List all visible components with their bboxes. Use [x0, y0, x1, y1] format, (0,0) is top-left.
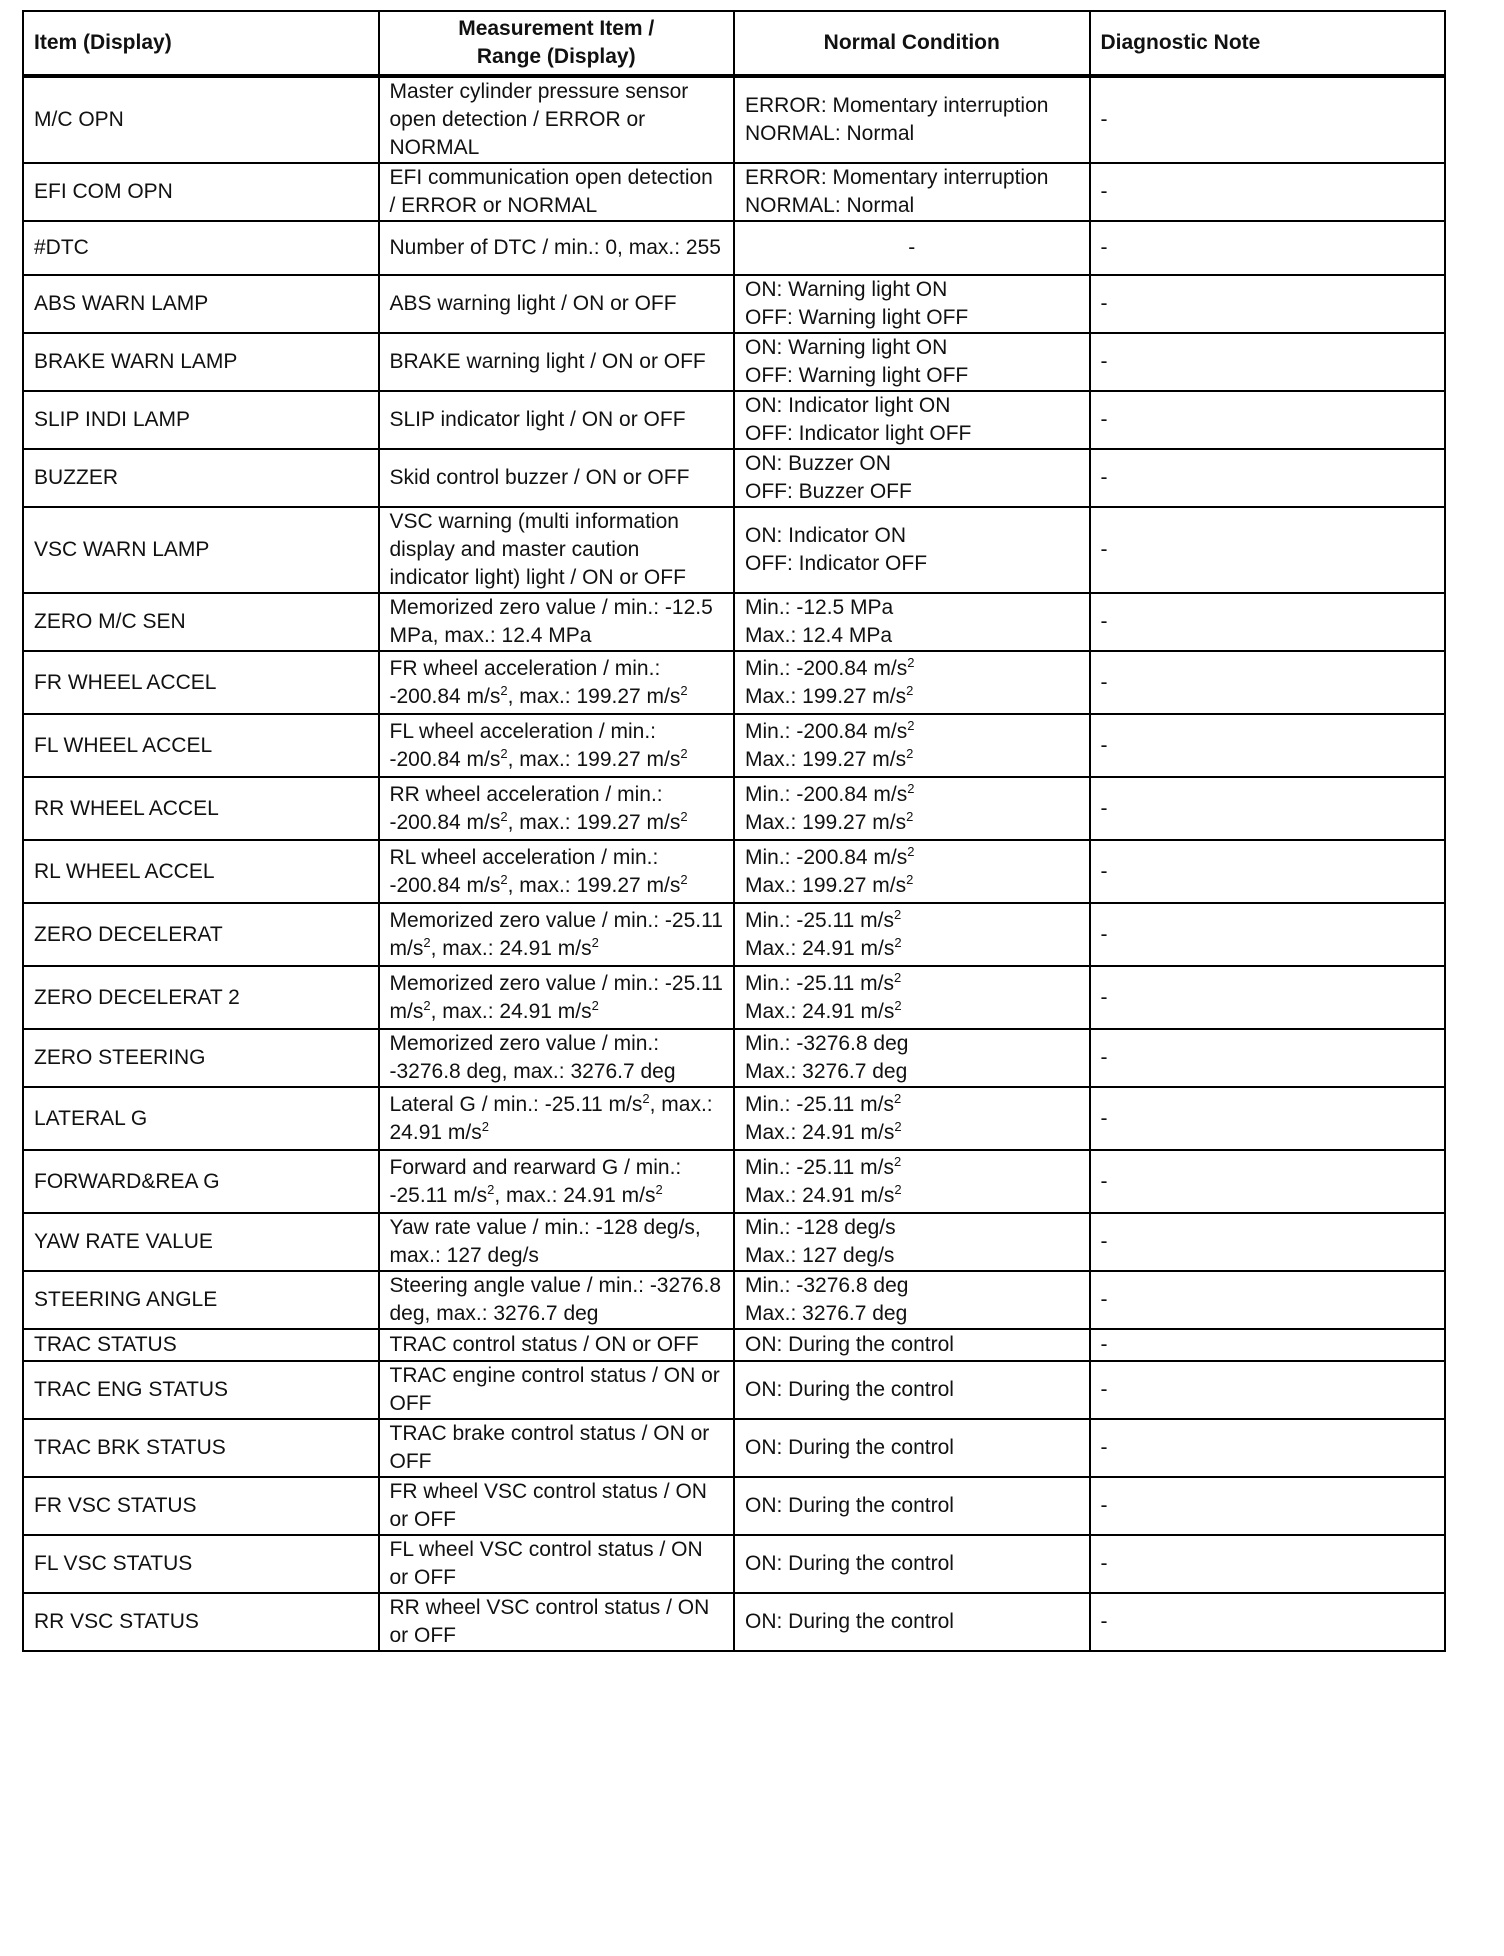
cell-measurement: FL wheel acceleration / min.: -200.84 $m/s^2$, max.: 199.27 $m/s^2$: [379, 714, 735, 777]
cell-item: FL WHEEL ACCEL: [23, 714, 379, 777]
table-row: [23, 1271, 1445, 1329]
header-item: Item (Display): [23, 11, 379, 76]
cell-normal-condition: Min.: -25.11 $m/s^2$ Max.: 24.91 $m/s^2$: [734, 1087, 1090, 1150]
table-row: [23, 651, 1445, 714]
table-row: [23, 1087, 1445, 1150]
table-row: [23, 163, 1445, 221]
cell-diagnostic-note: -: [1090, 1419, 1446, 1477]
table-row: [23, 221, 1445, 275]
cell-normal-condition: Min.: -25.11 $m/s^2$ Max.: 24.91 $m/s^2$: [734, 903, 1090, 966]
table-row: [23, 76, 1445, 163]
table-row: [23, 777, 1445, 840]
cell-normal-condition: Min.: -200.84 $m/s^2$ Max.: 199.27 $m/s^2$: [734, 840, 1090, 903]
cell-normal-condition: ON: During the control: [734, 1361, 1090, 1419]
cell-measurement: TRAC engine control status / ON or OFF: [379, 1361, 735, 1419]
cell-item: #DTC: [23, 221, 379, 275]
cell-item: STEERING ANGLE: [23, 1271, 379, 1329]
cell-normal-condition: ERROR: Momentary interruption NORMAL: Normal: [734, 76, 1090, 163]
cell-normal-condition: Min.: -3276.8 deg Max.: 3276.7 deg: [734, 1271, 1090, 1329]
cell-measurement: FR wheel VSC control status / ON or OFF: [379, 1477, 735, 1535]
cell-measurement: TRAC control status / ON or OFF: [379, 1329, 735, 1361]
cell-diagnostic-note: -: [1090, 1271, 1446, 1329]
cell-normal-condition: ON: Indicator light ON OFF: Indicator light OFF: [734, 391, 1090, 449]
cell-diagnostic-note: -: [1090, 1329, 1446, 1361]
cell-measurement: EFI communication open detection / ERROR or NORMAL: [379, 163, 735, 221]
cell-normal-condition: Min.: -200.84 $m/s^2$ Max.: 199.27 $m/s^2$: [734, 777, 1090, 840]
cell-diagnostic-note: -: [1090, 1029, 1446, 1087]
cell-diagnostic-note: -: [1090, 1477, 1446, 1535]
cell-item: TRAC ENG STATUS: [23, 1361, 379, 1419]
cell-diagnostic-note: -: [1090, 1150, 1446, 1213]
cell-diagnostic-note: -: [1090, 1213, 1446, 1271]
cell-diagnostic-note: -: [1090, 903, 1446, 966]
cell-item: VSC WARN LAMP: [23, 507, 379, 593]
cell-diagnostic-note: -: [1090, 651, 1446, 714]
cell-item: M/C OPN: [23, 76, 379, 163]
cell-measurement: Master cylinder pressure sensor open detection / ERROR or NORMAL: [379, 76, 735, 163]
cell-measurement: Skid control buzzer / ON or OFF: [379, 449, 735, 507]
cell-normal-condition: Min.: -12.5 MPa Max.: 12.4 MPa: [734, 593, 1090, 651]
header-row: [23, 11, 1445, 76]
table-row: [23, 1329, 1445, 1361]
cell-item: SLIP INDI LAMP: [23, 391, 379, 449]
cell-measurement: BRAKE warning light / ON or OFF: [379, 333, 735, 391]
cell-measurement: Forward and rearward G / min.: -25.11 $m/s^2$, max.: 24.91 $m/s^2$: [379, 1150, 735, 1213]
cell-diagnostic-note: -: [1090, 76, 1446, 163]
header-measurement: [379, 11, 735, 76]
cell-diagnostic-note: -: [1090, 1361, 1446, 1419]
header-diagnostic-note: Diagnostic Note: [1090, 11, 1446, 76]
table-row: [23, 966, 1445, 1029]
cell-item: FR WHEEL ACCEL: [23, 651, 379, 714]
cell-measurement: Yaw rate value / min.: -128 deg/s, max.: 127 deg/s: [379, 1213, 735, 1271]
table-row: [23, 449, 1445, 507]
cell-measurement: ABS warning light / ON or OFF: [379, 275, 735, 333]
table-row: [23, 903, 1445, 966]
table-row: [23, 1150, 1445, 1213]
cell-diagnostic-note: -: [1090, 714, 1446, 777]
cell-measurement: RL wheel acceleration / min.: -200.84 $m/s^2$, max.: 199.27 $m/s^2$: [379, 840, 735, 903]
cell-diagnostic-note: -: [1090, 966, 1446, 1029]
table-row: [23, 593, 1445, 651]
cell-measurement: Steering angle value / min.: -3276.8 deg, max.: 3276.7 deg: [379, 1271, 735, 1329]
header-measurement-line2: Range (Display): [476, 45, 636, 68]
cell-normal-condition: ON: Warning light ON OFF: Warning light OFF: [734, 333, 1090, 391]
cell-diagnostic-note: -: [1090, 333, 1446, 391]
cell-diagnostic-note: -: [1090, 1535, 1446, 1593]
cell-normal-condition: Min.: -25.11 $m/s^2$ Max.: 24.91 $m/s^2$: [734, 1150, 1090, 1213]
table-row: [23, 1361, 1445, 1419]
cell-normal-condition: ON: Warning light ON OFF: Warning light OFF: [734, 275, 1090, 333]
cell-normal-condition: ON: During the control: [734, 1329, 1090, 1361]
cell-diagnostic-note: -: [1090, 593, 1446, 651]
table-row: [23, 275, 1445, 333]
table-row: [23, 840, 1445, 903]
cell-item: RR VSC STATUS: [23, 1593, 379, 1651]
cell-normal-condition: ON: During the control: [734, 1477, 1090, 1535]
table-row: [23, 1477, 1445, 1535]
cell-measurement: SLIP indicator light / ON or OFF: [379, 391, 735, 449]
cell-normal-condition: ON: Buzzer ON OFF: Buzzer OFF: [734, 449, 1090, 507]
cell-diagnostic-note: -: [1090, 163, 1446, 221]
cell-measurement: Memorized zero value / min.: -3276.8 deg, max.: 3276.7 deg: [379, 1029, 735, 1087]
cell-diagnostic-note: -: [1090, 840, 1446, 903]
cell-measurement: FL wheel VSC control status / ON or OFF: [379, 1535, 735, 1593]
cell-item: FORWARD&REA G: [23, 1150, 379, 1213]
table-row: [23, 1213, 1445, 1271]
cell-item: ZERO DECELERAT 2: [23, 966, 379, 1029]
cell-item: YAW RATE VALUE: [23, 1213, 379, 1271]
cell-normal-condition: Min.: -3276.8 deg Max.: 3276.7 deg: [734, 1029, 1090, 1087]
table-row: [23, 1593, 1445, 1651]
cell-normal-condition: -: [734, 221, 1090, 275]
cell-measurement: Memorized zero value / min.: -25.11 $m/s^2$, max.: 24.91 $m/s^2$: [379, 966, 735, 1029]
table-row: [23, 1029, 1445, 1087]
table-row: [23, 714, 1445, 777]
cell-normal-condition: Min.: -128 deg/s Max.: 127 deg/s: [734, 1213, 1090, 1271]
cell-item: BUZZER: [23, 449, 379, 507]
cell-item: FR VSC STATUS: [23, 1477, 379, 1535]
cell-diagnostic-note: -: [1090, 221, 1446, 275]
cell-normal-condition: Min.: -200.84 $m/s^2$ Max.: 199.27 $m/s^2$: [734, 714, 1090, 777]
cell-normal-condition: ERROR: Momentary interruption NORMAL: Normal: [734, 163, 1090, 221]
cell-measurement: Memorized zero value / min.: -12.5 MPa, max.: 12.4 MPa: [379, 593, 735, 651]
table-row: [23, 333, 1445, 391]
cell-item: RL WHEEL ACCEL: [23, 840, 379, 903]
cell-normal-condition: ON: Indicator ON OFF: Indicator OFF: [734, 507, 1090, 593]
table-row: [23, 391, 1445, 449]
cell-normal-condition: Min.: -25.11 $m/s^2$ Max.: 24.91 $m/s^2$: [734, 966, 1090, 1029]
table-row: [23, 1419, 1445, 1477]
cell-normal-condition: ON: During the control: [734, 1419, 1090, 1477]
cell-item: TRAC STATUS: [23, 1329, 379, 1361]
cell-normal-condition: ON: During the control: [734, 1535, 1090, 1593]
cell-normal-condition: Min.: -200.84 $m/s^2$ Max.: 199.27 $m/s^2$: [734, 651, 1090, 714]
cell-normal-condition: ON: During the control: [734, 1593, 1090, 1651]
cell-item: TRAC BRK STATUS: [23, 1419, 379, 1477]
cell-item: LATERAL G: [23, 1087, 379, 1150]
cell-item: BRAKE WARN LAMP: [23, 333, 379, 391]
table-row: [23, 507, 1445, 593]
cell-item: ZERO M/C SEN: [23, 593, 379, 651]
cell-item: ZERO DECELERAT: [23, 903, 379, 966]
table-row: [23, 1535, 1445, 1593]
cell-diagnostic-note: -: [1090, 1087, 1446, 1150]
cell-diagnostic-note: -: [1090, 1593, 1446, 1651]
cell-measurement: Lateral G / min.: -25.11 $m/s^2$, max.: 24.91 $m/s^2$: [379, 1087, 735, 1150]
cell-measurement: VSC warning (multi information display and master caution indicator light) light / ON or OFF: [379, 507, 735, 593]
cell-diagnostic-note: -: [1090, 777, 1446, 840]
header-measurement-line1: Measurement Item /: [458, 17, 655, 40]
cell-measurement: RR wheel acceleration / min.: -200.84 $m/s^2$, max.: 199.27 $m/s^2$: [379, 777, 735, 840]
cell-diagnostic-note: -: [1090, 275, 1446, 333]
cell-measurement: FR wheel acceleration / min.: -200.84 $m/s^2$, max.: 199.27 $m/s^2$: [379, 651, 735, 714]
cell-diagnostic-note: -: [1090, 449, 1446, 507]
cell-item: ZERO STEERING: [23, 1029, 379, 1087]
cell-measurement: Memorized zero value / min.: -25.11 $m/s^2$, max.: 24.91 $m/s^2$: [379, 903, 735, 966]
cell-item: ABS WARN LAMP: [23, 275, 379, 333]
cell-measurement: RR wheel VSC control status / ON or OFF: [379, 1593, 735, 1651]
cell-diagnostic-note: -: [1090, 391, 1446, 449]
data-list-table: [22, 10, 1446, 1652]
cell-item: FL VSC STATUS: [23, 1535, 379, 1593]
cell-item: RR WHEEL ACCEL: [23, 777, 379, 840]
header-normal-condition: Normal Condition: [734, 11, 1090, 76]
cell-diagnostic-note: -: [1090, 507, 1446, 593]
cell-item: EFI COM OPN: [23, 163, 379, 221]
cell-measurement: TRAC brake control status / ON or OFF: [379, 1419, 735, 1477]
cell-measurement: Number of DTC / min.: 0, max.: 255: [379, 221, 735, 275]
